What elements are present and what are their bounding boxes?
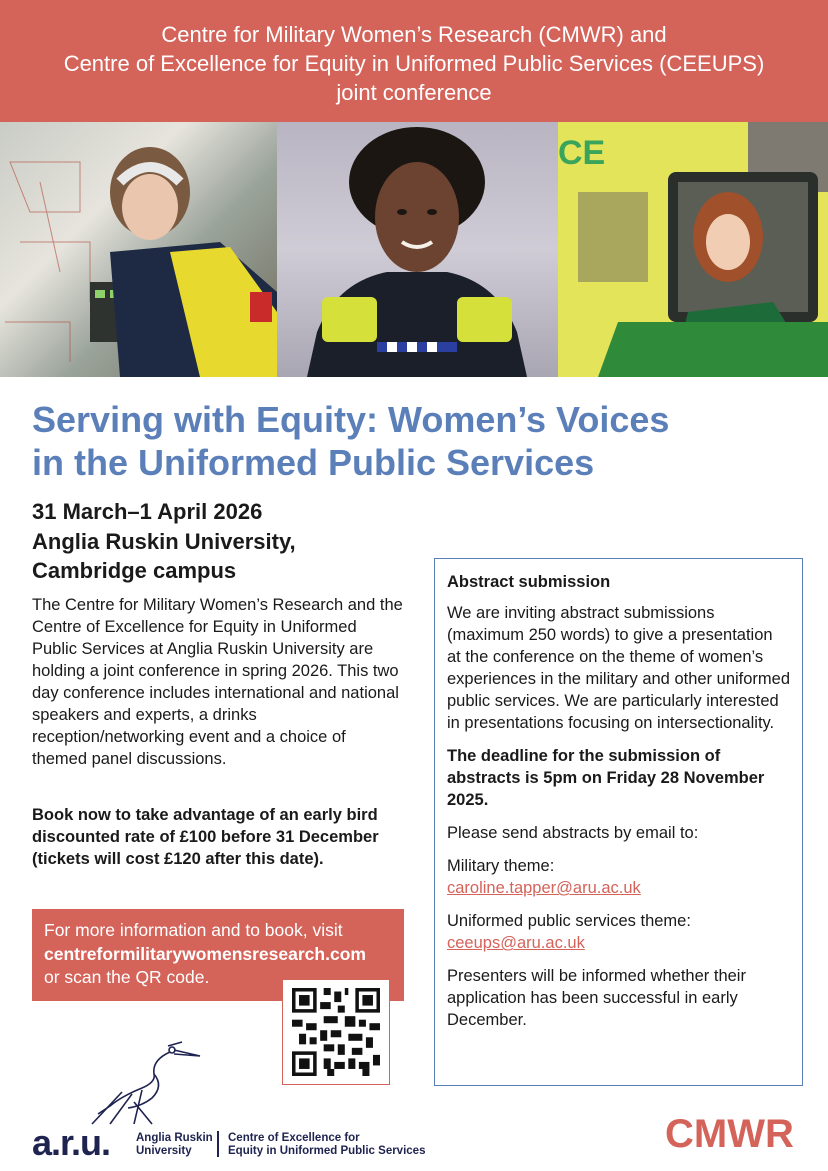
ups-theme-label: Uniformed public services theme: [447,912,691,930]
banner-line-2: Centre of Excellence for Equity in Uniformed Public Services (CEEUPS) [63,51,765,76]
event-details [32,497,296,586]
naval-officer-illustration [0,122,277,377]
abstract-heading: Abstract submission [447,573,611,591]
aru-ceeups-logo [32,1040,452,1165]
photo-strip [0,122,828,377]
abstract-outcome: Presenters will be informed whether their application has been successful in early December. [447,967,746,1029]
photo-police-officer [277,122,558,377]
ceeups-name [228,1132,425,1158]
info-line-1: For more information and to book, visit [44,920,343,940]
event-venue-1: Anglia Ruskin University, [32,528,296,554]
header-banner [0,0,828,122]
title-line-2: in the Uniformed Public Services [32,442,595,483]
abstract-deadline: The deadline for the submission of abstracts is 5pm on Friday 28 November 2025. [447,747,765,809]
event-date: 31 March–1 April 2026 [32,499,263,524]
ups-email-link[interactable]: ceeups@aru.ac.uk [447,934,585,952]
photo-naval-officer [0,122,277,377]
logo-divider [217,1131,219,1157]
aru-wordmark: a.r.u. [32,1122,111,1163]
abstract-body: We are inviting abstract submissions (maximum 250 words) to give a presentation at the conference on the theme of women’s experiences in the military and other uniformed public services. We are particularly interested in presentations focusing on intersectionality. [447,604,791,732]
military-email-link[interactable]: caroline.tapper@aru.ac.uk [447,879,641,897]
aru-name-line-1: Anglia Ruskin [136,1132,213,1144]
booking-paragraph: Book now to take advantage of an early bird discounted rate of £100 before 31 December (tickets will cost £120 after this date). [32,806,379,868]
aru-name-line-2: University [136,1145,192,1157]
paramedic-illustration [558,122,828,377]
abstract-send-instructions: Please send abstracts by email to: [447,824,699,842]
photo-paramedic [558,122,828,377]
banner-line-1: Centre for Military Women’s Research (CMWR) and [161,22,667,47]
abstract-box [434,558,803,1086]
aru-name [136,1132,213,1158]
police-officer-illustration [277,122,558,377]
event-venue-2: Cambridge campus [32,558,237,583]
cmwr-logo: CMWR [665,1112,794,1156]
intro-paragraph: The Centre for Military Women’s Research and the Centre of Excellence for Equity in Uniformed Public Services at Anglia Ruskin University are holding a joint conference in spring 2026. This two day conference includes international and national speakers and experts, a drinks reception/networking event and a choice of themed panel discussions. [32,596,403,768]
military-theme-label: Military theme: [447,857,555,875]
heron-icon [82,1040,212,1125]
banner-line-3: joint conference [336,80,492,105]
title-line-1: Serving with Equity: Women’s Voices [32,399,670,440]
info-line-3: or scan the QR code. [44,967,210,987]
military-theme-contact [447,855,790,899]
ceeups-name-line-2: Equity in Uniformed Public Services [228,1145,426,1157]
svg-text:CE: CE [558,134,606,172]
conference-title [32,398,732,484]
ups-theme-contact [447,910,790,954]
ceeups-name-line-1: Centre of Excellence for [228,1132,360,1144]
website-link[interactable]: centreformilitarywomensresearch.com [44,943,366,964]
